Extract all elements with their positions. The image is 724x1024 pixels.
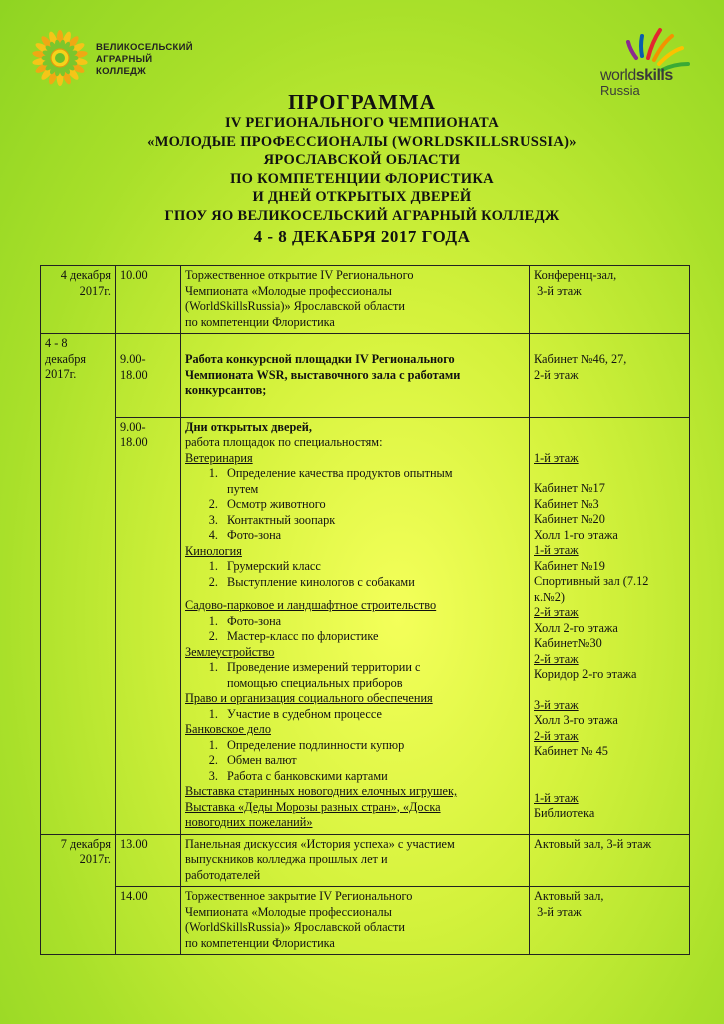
heading-line: IV РЕГИОНАЛЬНОГО ЧЕМПИОНАТА — [224, 115, 500, 131]
section-vet: Ветеринария — [185, 450, 253, 465]
heading-line: ГПОУ ЯО ВЕЛИКОСЕЛЬСКИЙ АГРАРНЫЙ КОЛЛЕДЖ — [164, 207, 560, 224]
heading-line: «МОЛОДЫЕ ПРОФЕССИОНАЛЫ (WORLDSKILLSRUSSIA)» — [147, 133, 577, 150]
page-title: ПРОГРАММА — [288, 90, 436, 114]
place-cell: Актовый зал, 3-й этаж — [530, 887, 690, 955]
event-cell: Торжественное открытие IV Регионального Чемпионата «Молодые профессионалы (WorldSkillsRussia)» Ярославской области по компетенции Флористика — [181, 266, 530, 334]
college-name: ВЕЛИКОСЕЛЬСКИЙ АГРАРНЫЙ КОЛЛЕДЖ — [96, 42, 193, 77]
date-cell: 7 декабря 2017г. — [41, 834, 116, 955]
table-row — [41, 834, 690, 887]
college-sunflower-logo — [30, 28, 90, 88]
place-cell: Кабинет №46, 27, 2-й этаж — [530, 334, 690, 418]
time-cell: 14.00 — [116, 887, 181, 955]
event-cell: Работа конкурсной площадки IV Регионального Чемпионата WSR, выставочного зала с работами конкурсантов; — [181, 334, 530, 418]
table-row — [41, 266, 690, 334]
table-row — [41, 417, 690, 834]
heading-line: ПО КОМПЕТЕНЦИИ ФЛОРИСТИКА — [230, 170, 494, 187]
heading-dates: 4 - 8 ДЕКАБРЯ 2017 ГОДА — [253, 227, 471, 246]
section-sad: Садово-парковое и ландшафтное строительство — [185, 598, 437, 612]
heading-line: И ДНЕЙ ОТКРЫТЫХ ДВЕРЕЙ — [252, 189, 472, 205]
event-cell: Панельная дискуссия «История успеха» с участием выпускников колледжа прошлых лет и работодателей — [181, 834, 530, 887]
section-pravo: Право и организация социального обеспечения — [185, 691, 433, 705]
event-cell: Торжественное закрытие IV Регионального Чемпионата «Молодые профессионалы (WorldSkillsRussia)» Ярославской области по компетенции Флористика — [181, 887, 530, 955]
section-bank: Банковское дело — [185, 722, 271, 736]
date-cell: 4 - 8 декабря 2017г. — [41, 334, 116, 835]
place-cell: Актовый зал, 3-й этаж — [530, 834, 690, 887]
time-cell: 9.00- 18.00 — [116, 417, 181, 834]
place-cell: 1-й этаж Кабинет №17 Кабинет №3 Кабинет №20 Холл 1-го этажа 1-й этаж Кабинет №19 Спортивный зал (7.12 к.№2) 2-й этаж Холл 2-го этажа Кабинет№30 2-й этаж Коридор 2-го этажа 3-й этаж Холл 3-го этажа 2-й этаж Кабинет № 45 1-й этаж Библиотека — [530, 417, 690, 834]
section-zem: Землеустройство — [185, 644, 275, 659]
program-table — [40, 265, 690, 955]
event-cell: Дни открытых дверей, работа площадок по специальностям: Ветеринария 1. Определение качества продуктов опытным путем 2. Осмотр животного 3. Контактный зоопарк 4. Фото-зона Кинология 1. Грумерский класс 2. Выступление кинологов с собаками Садово-парковое и ландшафтное строительство 1. Фото-зона 2. Мастер-класс по флористике Землеустройство 1. Проведение измерений территории с помощью специальных приборов Право и организация социального обеспечения 1. Участие в судебном процессе Банковское дело 1. Определение подлинности купюр 2. Обмен валют 3. Работа с банковскими картами Выставка старинных новогодних елочных игрушек, Выставка «Деды Морозы разных стран», «Доска новогодних пожеланий» — [181, 417, 530, 834]
table-row — [41, 887, 690, 955]
program-heading — [0, 90, 724, 248]
date-cell: 4 декабря 2017г. — [41, 266, 116, 334]
time-cell: 13.00 — [116, 834, 181, 887]
time-cell: 10.00 — [116, 266, 181, 334]
heading-line: ЯРОСЛАВСКОЙ ОБЛАСТИ — [263, 152, 461, 168]
section-kin: Кинология — [185, 543, 242, 558]
place-cell: Конференц-зал, 3-й этаж — [530, 266, 690, 334]
worldskills-wordmark: worldskills Russia — [600, 67, 673, 98]
table-row — [41, 334, 690, 418]
time-cell: 9.00- 18.00 — [116, 334, 181, 418]
